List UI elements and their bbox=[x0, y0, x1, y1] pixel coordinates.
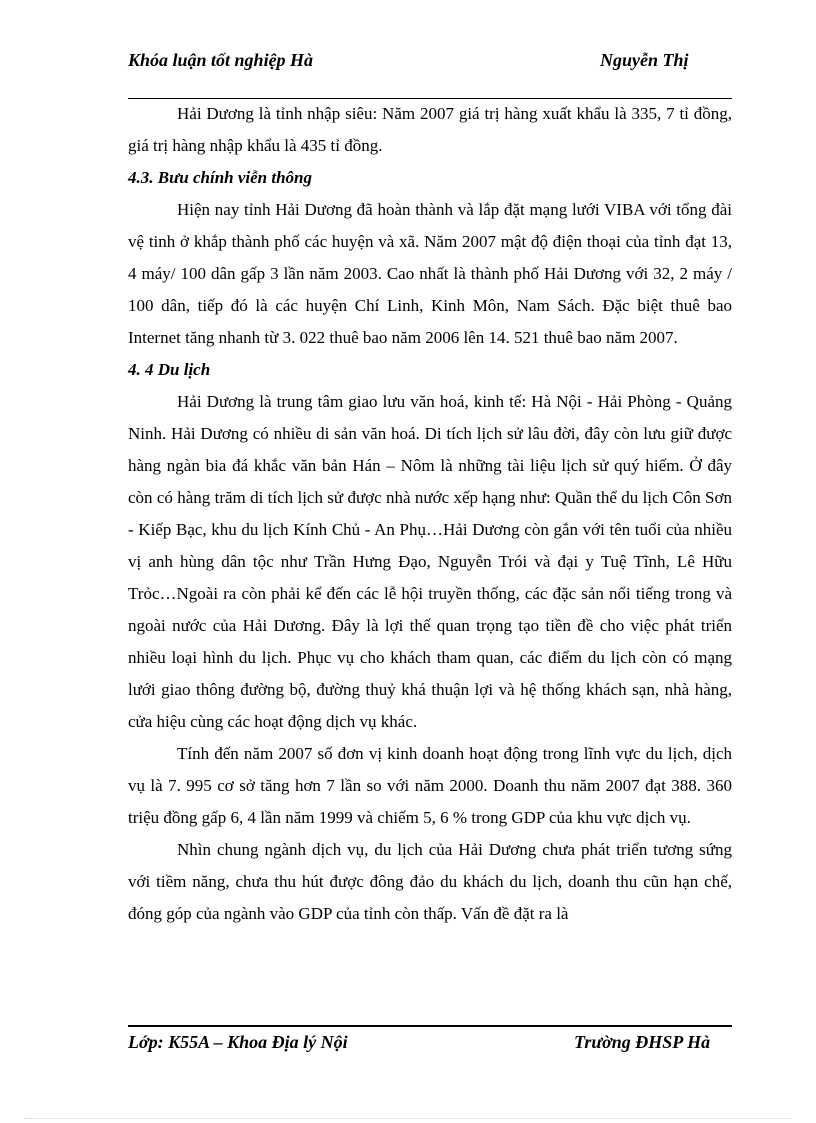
footer-class-info: Lớp: K55A – Khoa Địa lý Nội bbox=[128, 1032, 348, 1052]
footer-university: Trường ĐHSP Hà bbox=[574, 1032, 711, 1052]
paragraph-tourism: Hải Dương là trung tâm giao lưu văn hoá, kinh tế: Hà Nội - Hải Phòng - Quảng Ninh. Hải Dương có nhiều di sản văn hoá. Di tích lịch sử lâu đời, đây còn lưu giữ được hàng ngàn bia đá khắc văn bản Hán – Nôm là những tài liệu lịch sử quý hiếm. Ở đây còn có hàng trăm di tích lịch sử được nhà nước xếp hạng như: Quần thể du lịch Côn Sơn - Kiếp Bạc, khu du lịch Kính Chủ - An Phụ…Hải Dương còn gắn với tên tuổi của nhiều vị anh hùng dân tộc như Trần Hưng Đạo, Nguyễn Trói và đại y Tuệ Tĩnh, Lê Hữu Trỏc…Ngoài ra còn phải kể đến các lễ hội truyền thống, các đặc sản nổi tiếng trong và ngoài nước của Hải Dương. Đây là lợi thế quan trọng tạo tiền đề cho việc phát triển nhiều loại hình du lịch. Phục vụ cho khách tham quan, các điểm du lịch còn có mạng lưới giao thông đường bộ, đường thuỷ khá thuận lợi và hệ thống khách sạn, nhà hàng, cửa hiệu cùng các hoạt động dịch vụ khác. bbox=[128, 392, 732, 731]
page-bottom-edge bbox=[24, 1118, 792, 1119]
footer-divider bbox=[128, 1025, 732, 1027]
paragraph-import-export: Hải Dương là tỉnh nhập siêu: Năm 2007 giá trị hàng xuất khẩu là 335, 7 tỉ đồng, giá trị hàng nhập khẩu là 435 tỉ đồng. bbox=[128, 104, 732, 155]
paragraph-tourism-stats: Tính đến năm 2007 số đơn vị kinh doanh hoạt động trong lĩnh vực du lịch, dịch vụ là 7. 995 cơ sở tăng hơn 7 lần so với năm 2000. Doanh thu năm 2007 đạt 388. 360 triệu đồng gấp 6, 4 lần năm 1999 và chiếm 5, 6 % trong GDP của khu vực dịch vụ. bbox=[128, 744, 732, 827]
header-author-name: Nguyễn Thị bbox=[600, 50, 689, 70]
page-header bbox=[128, 48, 732, 96]
section-heading-tourism: 4. 4 Du lịch bbox=[128, 360, 211, 379]
page-footer bbox=[128, 1030, 732, 1078]
section-heading-telecom: 4.3. Bưu chính viễn thông bbox=[128, 168, 313, 187]
paragraph-telecom: Hiện nay tỉnh Hải Dương đã hoàn thành và lắp đặt mạng lưới VIBA với tổng đài vệ tinh ở khắp thành phố các huyện và xã. Năm 2007 mật độ điện thoại của tỉnh đạt 13, 4 máy/ 100 dân gấp 3 lần năm 2003. Cao nhất là thành phố Hải Dương với 32, 2 máy / 100 dân, tiếp đó là các huyện Chí Linh, Kinh Môn, Nam Sách. Đặc biệt thuê bao Internet tăng nhanh từ 3. 022 thuê bao năm 2006 lên 14. 521 thuê bao năm 2007. bbox=[128, 200, 732, 347]
header-thesis-title: Khóa luận tốt nghiệp Hà bbox=[128, 50, 314, 70]
paragraph-tourism-summary: Nhìn chung ngành dịch vụ, du lịch của Hải Dương chưa phát triển tương sứng với tiềm năng, chưa thu hút được đông đảo du khách du lịch, doanh thu cũn hạn chế, đóng góp của ngành vào GDP của tỉnh còn thấp. Vấn đề đặt ra là bbox=[128, 840, 732, 923]
document-body bbox=[128, 98, 732, 930]
